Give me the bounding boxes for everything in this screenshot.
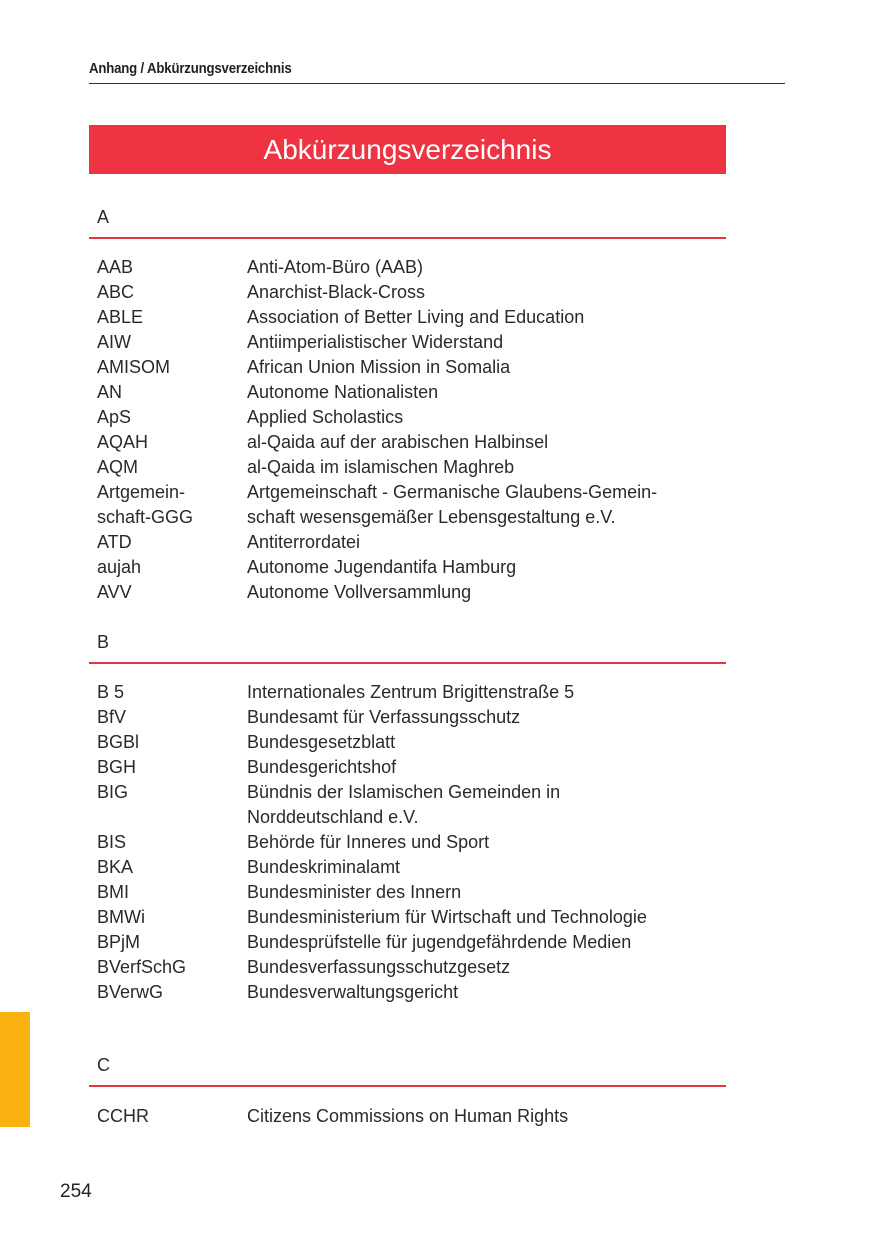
section-header-c [89, 1055, 726, 1087]
definition: Artgemeinschaft - Germanische Glaubens-Gemein- schaft wesensgemäßer Lebensgestaltung e.V. [247, 482, 658, 527]
definition: Internationales Zentrum Brigittenstraße 5 [247, 682, 575, 702]
list-item [97, 930, 737, 955]
abbreviation: AVV [97, 582, 132, 602]
list-item [97, 255, 737, 280]
definition: al-Qaida auf der arabischen Halbinsel [247, 432, 549, 452]
definition: Bundesprüfstelle für jugendgefährdende Medien [247, 932, 632, 952]
definition: Antiimperialistischer Widerstand [247, 332, 504, 352]
definition: Bundeskriminalamt [247, 857, 401, 877]
definition: Anti-Atom-Büro (AAB) [247, 257, 424, 277]
definition: Autonome Nationalisten [247, 382, 439, 402]
abbreviation: ApS [97, 407, 132, 427]
list-item [97, 380, 737, 405]
definition: Bundesgerichtshof [247, 757, 397, 777]
list-item [97, 430, 737, 455]
entry-list-c [97, 1104, 737, 1129]
list-item [97, 305, 737, 330]
abbreviation: BMI [97, 882, 130, 902]
definition: Bundesministerium für Wirtschaft und Technologie [247, 907, 647, 927]
definition: Antiterrordatei [247, 532, 361, 552]
section-letter: C [97, 1055, 110, 1075]
list-item [97, 680, 737, 705]
list-item [97, 705, 737, 730]
list-item [97, 1104, 737, 1129]
list-item [97, 330, 737, 355]
list-item [97, 480, 737, 530]
abbreviation: ABLE [97, 307, 144, 327]
section-letter: A [97, 207, 110, 227]
entry-list-a [97, 255, 737, 605]
definition: Behörde für Inneres und Sport [247, 832, 490, 852]
list-item [97, 855, 737, 880]
entry-list-b [97, 680, 737, 1005]
list-item [97, 880, 737, 905]
abbreviation: BfV [97, 707, 127, 727]
definition: Bündnis der Islamischen Gemeinden in Norddeutschland e.V. [247, 782, 561, 827]
abbreviation: CCHR [97, 1106, 149, 1126]
definition: Association of Better Living and Education [247, 307, 585, 327]
abbreviation: ABC [97, 282, 135, 302]
abbreviation: AQAH [97, 432, 149, 452]
abbreviation: BKA [97, 857, 134, 877]
list-item [97, 355, 737, 380]
list-item [97, 780, 737, 830]
abbreviation: AN [97, 382, 123, 402]
abbreviation: AIW [97, 332, 131, 352]
definition: Anarchist-Black-Cross [247, 282, 426, 302]
abbreviation: aujah [97, 557, 142, 577]
section-header-a [89, 207, 726, 239]
definition: Bundesminister des Innern [247, 882, 462, 902]
list-item [97, 405, 737, 430]
abbreviation: BPjM [97, 932, 141, 952]
abbreviation: Artgemein- schaft-GGG [97, 482, 194, 527]
list-item [97, 755, 737, 780]
running-header [89, 59, 785, 84]
list-item [97, 980, 737, 1005]
definition: Bundesgesetzblatt [247, 732, 396, 752]
abbreviation: AMISOM [97, 357, 171, 377]
abbreviation: BMWi [97, 907, 145, 927]
definition: African Union Mission in Somalia [247, 357, 511, 377]
list-item [97, 905, 737, 930]
list-item [97, 555, 737, 580]
abbreviation: BIG [97, 782, 129, 802]
list-item [97, 580, 737, 605]
list-item [97, 955, 737, 980]
definition: Citizens Commissions on Human Rights [247, 1106, 569, 1126]
list-item [97, 530, 737, 555]
list-item [97, 280, 737, 305]
page-number: 254 [60, 1181, 92, 1202]
section-header-b [89, 632, 726, 664]
section-letter: B [97, 632, 110, 652]
list-item [97, 830, 737, 855]
abbreviation: AQM [97, 457, 139, 477]
running-header-title: Anhang / Abkürzungsverzeichnis [89, 60, 292, 77]
definition: Autonome Jugendantifa Hamburg [247, 557, 517, 577]
abbreviation: B 5 [97, 682, 125, 702]
list-item [97, 730, 737, 755]
chapter-tab-marker [0, 1012, 30, 1127]
page-title: Abkürzungsverzeichnis [89, 125, 726, 174]
definition: Bundesamt für Verfassungsschutz [247, 707, 521, 727]
abbreviation: BVerfSchG [97, 957, 187, 977]
abbreviation: AAB [97, 257, 134, 277]
definition: Bundesverfassungsschutzgesetz [247, 957, 511, 977]
abbreviation: BVerwG [97, 982, 164, 1002]
definition: Bundesverwaltungsgericht [247, 982, 459, 1002]
definition: al-Qaida im islamischen Maghreb [247, 457, 515, 477]
abbreviation: BIS [97, 832, 127, 852]
definition: Applied Scholastics [247, 407, 404, 427]
definition: Autonome Vollversammlung [247, 582, 472, 602]
abbreviation: BGH [97, 757, 137, 777]
abbreviation: ATD [97, 532, 132, 552]
abbreviation: BGBl [97, 732, 140, 752]
list-item [97, 455, 737, 480]
